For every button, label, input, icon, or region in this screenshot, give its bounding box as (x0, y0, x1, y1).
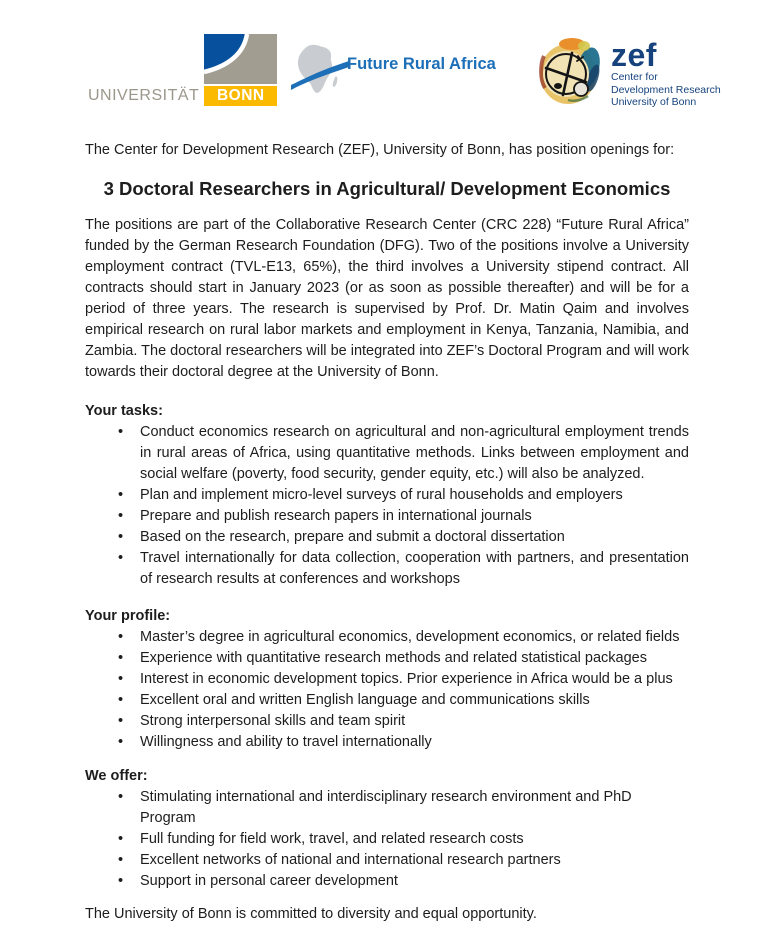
section-heading: Your tasks: (85, 403, 163, 419)
bullet-item: • Excellent networks of national and international research partners (85, 850, 689, 871)
section-your-profile (85, 606, 689, 753)
bullet-item: • Plan and implement micro-level surveys of rural households and employers (85, 485, 689, 506)
zef-logo (538, 36, 721, 109)
zef-emblem-icon (538, 36, 602, 108)
bonn-growth-curve-icon (204, 34, 277, 84)
bonn-wordmark: BONN (204, 86, 277, 106)
bullet-item: • Excellent oral and written English language and communications skills (85, 690, 689, 711)
bullet-item: • Conduct economics research on agricultural and non-agricultural employment trends in rural areas of Africa, using quantitative methods. Links between employment and social welfare (poverty, food security, gender equity, etc.) will also be analyzed. (85, 422, 689, 485)
bullet-list (85, 627, 689, 753)
zef-subtitle-line: Development Research (611, 83, 721, 96)
bullet-item: • Based on the research, prepare and submit a doctoral dissertation (85, 527, 689, 548)
future-rural-africa-wordmark: Future Rural Africa (347, 54, 496, 73)
section-heading: Your profile: (85, 608, 171, 624)
zef-subtitle-line: Center for (611, 71, 658, 83)
intro-line: The Center for Development Research (ZEF), University of Bonn, has position openings for: (85, 142, 675, 158)
bullet-list (85, 787, 689, 892)
zef-subtitle-line: University of Bonn (611, 96, 697, 108)
section-we-offer (85, 766, 689, 892)
university-bonn-logo (88, 34, 277, 106)
bullet-item: • Master’s degree in agricultural economics, development economics, or related fields (85, 627, 689, 648)
bullet-list (85, 422, 689, 590)
closing-line: The University of Bonn is committed to diversity and equal opportunity. (85, 906, 537, 922)
description-paragraph: The positions are part of the Collaborative Research Center (CRC 228) “Future Rural Africa” funded by the German Research Foundation (DFG). Two of the positions involve a University employment contract (TVL-E13, 65%), the third involves a University stipend contract. All contracts should start in January 2023 (or as soon as possible thereafter) and will be for a period of three years. The research is supervised by Prof. Dr. Matin Qaim and involves empirical research on rural labor markets and employment in Kenya, Tanzania, Namibia, and Zambia. The doctoral researchers will be integrated into ZEF’s Doctoral Program and will work towards their doctoral degree at the University of Bonn. (85, 217, 689, 380)
job-posting-body (85, 140, 689, 925)
bullet-item: • Prepare and publish research papers in international journals (85, 506, 689, 527)
bullet-item: • Support in personal career development (85, 871, 689, 892)
bullet-item: • Willingness and ability to travel internationally (85, 732, 689, 753)
africa-map-icon (291, 44, 349, 98)
section-your-tasks (85, 401, 689, 590)
bullet-item: • Travel internationally for data collection, cooperation with partners, and presentation of research results at conferences and workshops (85, 548, 689, 590)
zef-wordmark: zef (611, 37, 657, 73)
section-heading: We offer: (85, 768, 148, 784)
bonn-logo-mark (204, 34, 277, 106)
bullet-item: • Interest in economic development topics. Prior experience in Africa would be a plus (85, 669, 689, 690)
universitaet-wordmark: UNIVERSITÄT (88, 87, 200, 104)
position-title: 3 Doctoral Researchers in Agricultural/ Development Economics (103, 178, 671, 199)
future-rural-africa-logo (291, 44, 496, 98)
bullet-item: • Stimulating international and interdisciplinary research environment and PhD Program (85, 787, 689, 829)
bullet-item: • Experience with quantitative research methods and related statistical packages (85, 648, 689, 669)
bullet-item: • Full funding for field work, travel, and related research costs (85, 829, 689, 850)
bullet-item: • Strong interpersonal skills and team spirit (85, 711, 689, 732)
zef-text-block (611, 37, 721, 109)
